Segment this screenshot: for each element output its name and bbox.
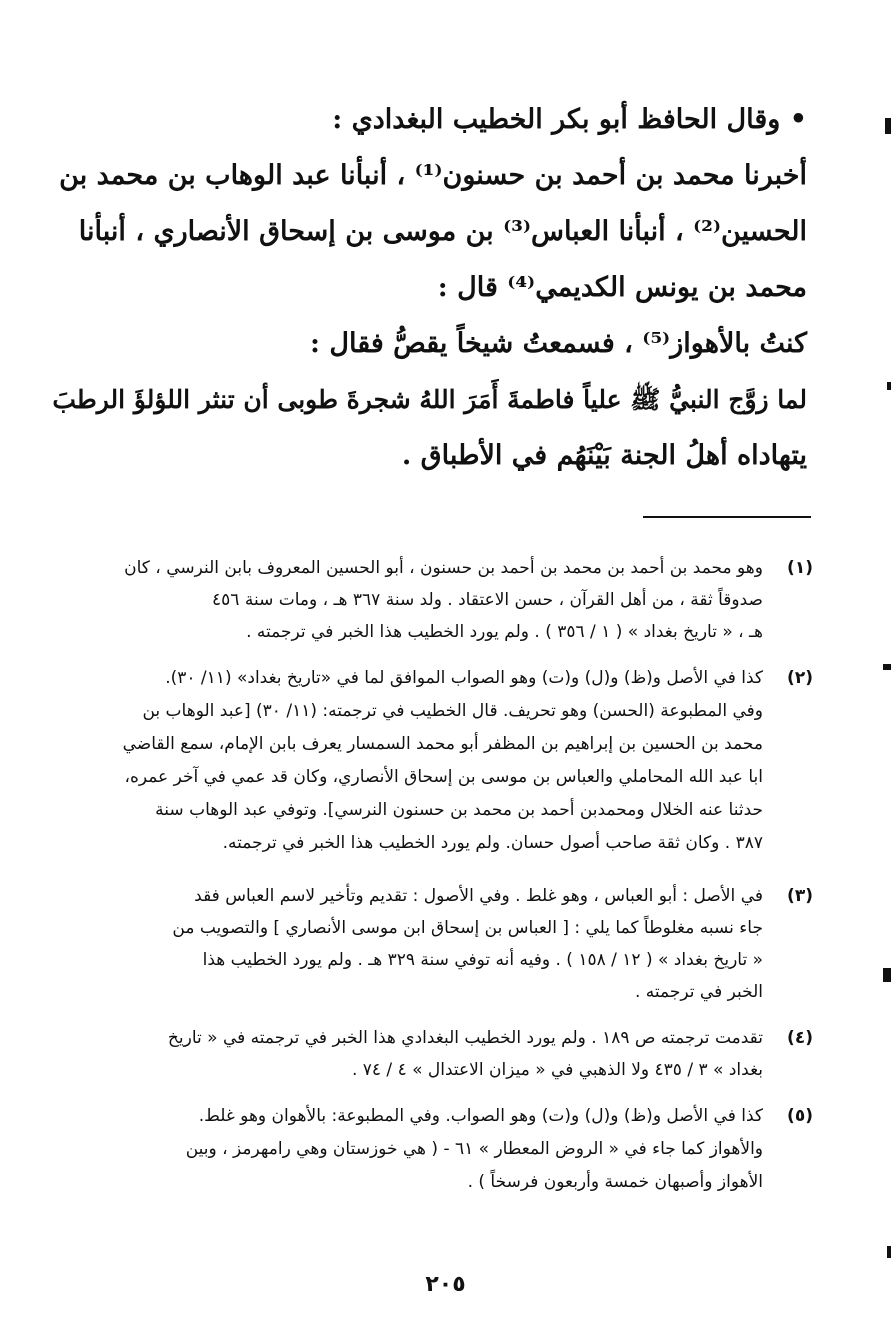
main-text-line: يتهاداه أهلُ الجنة بَيْنَهُم في الأطباق . xyxy=(401,440,807,471)
footnote-line: جاء نسبه مغلوطاً كما يلي : [ العباس بن إسحاق ابن موسى الأنصاري ] والتصويب من xyxy=(172,918,763,938)
footnote-line: ابا عبد الله المحاملي والعباس بن موسى بن إسحاق الأنصاري، وكان قد عمي في آخر عمره، xyxy=(124,767,763,787)
scan-edge-mark xyxy=(883,664,891,670)
footnote-line: والأهواز كما جاء في « الروض المعطار » ٦١ - ( هي خوزستان وهي رامهرمز ، وبين xyxy=(185,1139,763,1159)
main-text-line: كنتُ بالأهواز⁽⁵⁾ ، فسمعتُ شيخاً يقصُّ فقال : xyxy=(309,328,807,359)
footnote-line: صدوقاً ثقة ، من أهل القرآن ، حسن الاعتقاد . ولد سنة ٣٦٧ هـ ، ومات سنة ٤٥٦ xyxy=(212,590,763,610)
footnote-line: حدثنا عنه الخلال ومحمدبن أحمد بن محمد بن حسنون النرسي]. وتوفي عبد الوهاب سنة xyxy=(155,800,763,820)
footnote-line: كذا في الأصل و(ظ) و(ل) و(ت) وهو الصواب. وفي المطبوعة: بالأهوان وهو غلط. xyxy=(198,1106,763,1126)
footnote-line: وهو محمد بن أحمد بن محمد بن أحمد بن حسنون ، أبو الحسين المعروف بابن النرسي ، كان xyxy=(124,558,763,578)
main-text-line: • وقال الحافظ أبو بكر الخطيب البغدادي : xyxy=(332,104,807,135)
scan-edge-mark xyxy=(883,968,891,982)
footnote-number: (٢) xyxy=(787,668,813,688)
main-text-line: محمد بن يونس الكديمي⁽⁴⁾ قال : xyxy=(437,272,807,303)
footnote-number: (٣) xyxy=(787,886,813,906)
footnote-number: (٤) xyxy=(787,1028,813,1048)
scan-edge-mark xyxy=(885,118,891,134)
footnote-line: كذا في الأصل و(ظ) و(ل) و(ت) وهو الصواب الموافق لما في «تاريخ بغداد» (١١/ ٣٠). xyxy=(165,668,763,688)
main-text xyxy=(52,92,807,484)
footnote-line: « تاريخ بغداد » ( ١٢ / ١٥٨ ) . وفيه أنه توفي سنة ٣٢٩ هـ . ولم يورد الخطيب هذا xyxy=(202,950,763,970)
footnote xyxy=(104,1022,813,1086)
scan-edge-mark xyxy=(887,382,891,390)
scan-edge-mark xyxy=(887,1246,891,1258)
footnote-number: (١) xyxy=(787,558,813,578)
footnote-line: في الأصل : أبو العباس ، وهو غلط . وفي الأصول : تقديم وتأخير لاسم العباس فقد xyxy=(194,886,763,906)
footnote-number: (٥) xyxy=(787,1106,813,1126)
main-text-line: الحسين⁽²⁾ ، أنبأنا العباس⁽³⁾ بن موسى بن إسحاق الأنصاري ، أنبأنا xyxy=(78,216,807,247)
footnote-separator xyxy=(643,516,811,518)
main-text-line: أخبرنا محمد بن أحمد بن حسنون⁽¹⁾ ، أنبأنا عبد الوهاب بن محمد بن xyxy=(59,160,807,191)
footnote xyxy=(104,1100,813,1199)
footnote xyxy=(104,880,813,1008)
page-number: ٢٠٥ xyxy=(425,1272,466,1297)
footnote-line: بغداد » ٣ / ٤٣٥ ولا الذهبي في « ميزان الاعتدال » ٤ / ٧٤ . xyxy=(351,1060,763,1080)
footnote-line: محمد بن الحسين بن إبراهيم بن المظفر أبو محمد السمسار يعرف بابن الإمام، سمع القاضي xyxy=(122,734,763,754)
footnote-line: الخبر في ترجمته . xyxy=(635,982,763,1002)
footnote xyxy=(104,552,813,648)
footnote xyxy=(104,662,813,860)
footnote-line: الأهواز وأصبهان خمسة وأربعون فرسخاً ) . xyxy=(467,1172,763,1192)
footnote-line: وفي المطبوعة (الحسن) وهو تحريف. قال الخطيب في ترجمته: (١١/ ٣٠) [عبد الوهاب بن xyxy=(142,701,763,721)
footnotes xyxy=(104,552,813,1213)
footnote-line: هـ ، « تاريخ بغداد » ( ١ / ٣٥٦ ) . ولم يورد الخطيب هذا الخبر في ترجمته . xyxy=(246,622,763,642)
footnote-line: تقدمت ترجمته ص ١٨٩ . ولم يورد الخطيب البغدادي هذا الخبر في ترجمته في « تاريخ xyxy=(167,1028,763,1048)
footnote-line: ٣٨٧ . وكان ثقة صاحب أصول حسان. ولم يورد الخطيب هذا الخبر في ترجمته. xyxy=(222,833,763,853)
main-text-line: لما زوَّج النبيُّ ﷺ علياً فاطمةَ أَمَرَ اللهُ شجرةَ طوبى أن تنثر اللؤلؤَ الرطبَ xyxy=(52,385,807,414)
